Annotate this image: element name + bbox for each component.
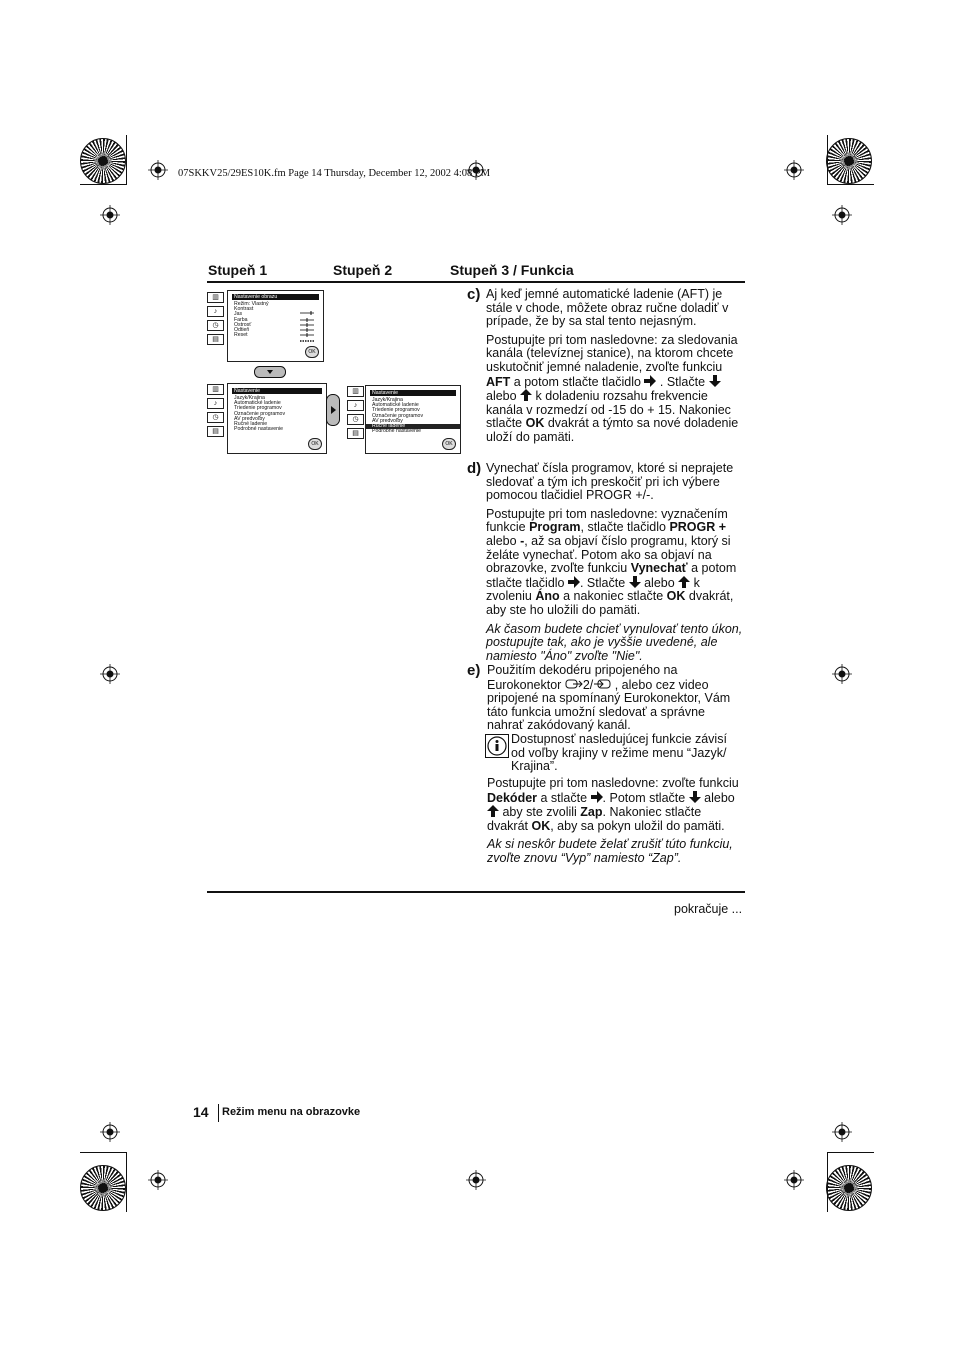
crosshair-icon [148,1170,168,1190]
registration-sunburst-top-left [80,138,126,184]
crop-line [827,1152,828,1212]
osd-menu-item: Farba [234,316,248,323]
picture-icon: ▥ [207,292,224,303]
crosshair-icon [832,664,852,684]
crosshair-icon [148,160,168,180]
osd-menu-item: Jazyk/Krajina [372,397,403,403]
osd-menu-item: Reset [234,332,248,339]
file-info-header: 07SKKV25/29ES10K.fm Page 14 Thursday, December 12, 2002 4:08 PM [178,168,491,179]
arrow-up-icon [520,389,532,401]
section-name: Režim menu na obrazovke [222,1106,361,1118]
heading-rule [207,281,745,283]
setup-icon: ▤ [207,334,224,345]
scart-input-icon [565,678,583,690]
picture-icon: ▥ [207,384,224,395]
setup-icon: ▤ [207,426,224,437]
section-e-note: Ak si neskôr budete želať zrušiť túto funkciu, zvoľte znovu “Vyp” namiesto “Zap”. [487,837,733,865]
ok-icon: OK [442,438,456,450]
menu1-icon-column [207,292,224,348]
section-e-letter: e) [467,662,481,679]
menu3-icon-column [347,386,364,442]
setup-icon: ▤ [347,428,364,439]
osd-menu-item: Režim: Vlastný [234,301,269,307]
crosshair-icon [100,1122,120,1142]
osd-menu-item: AV predvoľby [234,415,265,422]
section-e-procedure: Postupujte pri tom nasledovne: zvoľte funkciu Dekóder a stlačte . Potom stlačte alebo aby ste zvolili Zap. Nakoniec stlačte dvakrát OK, aby sa pokyn uložil do pamäti. [487,776,739,833]
osd-menu-item: Ručné ladenie [366,424,460,429]
step-3-heading: Stupeň 3 / Funkcia [450,262,574,278]
arrow-right-icon [591,791,603,803]
footer-rule [207,891,745,893]
menu2-icon-column [207,384,224,440]
arrow-down-icon [709,375,721,387]
osd-menu-item: Automatické ladenie [372,402,419,409]
crop-line [827,184,874,185]
clock-icon: ◷ [347,414,364,425]
section-e-intro: Použitím dekodéru pripojeného na Eurokonektor 2/ , alebo cez video pripojené na spomínaný Eurokonektor, Vám táto funkcia umožní sledovať a správne nahrať zakódovaný kanál. [487,663,731,733]
arrow-right-icon [568,576,580,588]
crop-line [126,135,127,185]
footer-divider [218,1104,219,1122]
section-c-intro: Aj keď jemné automatické ladenie (AFT) je stále v chode, môžete obraz ručne doladiť v prípade, že by sa stal tento nejasným. [486,287,729,329]
arrow-up-icon [487,805,499,817]
crop-line [827,135,828,185]
arrow-up-icon [678,576,690,588]
section-c-procedure: Postupujte pri tom nasledovne: za sledovania kanála (televíznej stanice), na ktorom chcete uskutočniť jemné naladenie, zvoľte funkciu AFT a potom stlačte tlačidlo . Stlačte alebo k doladeniu rozsahu frekvencie kanála v rozmedzí od -15 do + 15. Nakoniec stlačte OK dvakrát a týmto sa nové doladenie uloží do pamäti. [486,332,739,444]
section-e-info: Dostupnosť nasledujúcej funkcie závisí od voľby krajiny v režime menu “Jazyk/ Krajina”. [511,732,727,774]
page-number: 14 [193,1104,209,1120]
crop-line [80,184,127,185]
osd-menu-item: Označenie programov [372,412,424,419]
ok-icon: OK [305,346,319,358]
osd-menu-items [228,396,326,432]
sound-icon: ♪ [347,400,364,411]
section-c-body [486,288,744,450]
arrow-right-icon [644,375,656,387]
arrow-down-icon [629,576,641,588]
crosshair-icon [100,664,120,684]
osd-menu-item: Jas [234,311,243,318]
osd-menu-item: Odtieň [234,327,250,334]
osd-menu-item: AV predvoľby [372,417,403,424]
crosshair-icon [832,205,852,225]
osd-menu-item: Podrobné nastavenie [234,426,284,433]
osd-menu-item: Automatické ladenie [234,400,281,407]
crop-line [80,1152,127,1153]
registration-sunburst-bottom-right [826,1165,872,1211]
crosshair-icon [832,1122,852,1142]
crosshair-icon [784,1170,804,1190]
osd-menu-title: Nastavenie obrazu [232,294,319,300]
osd-menu-item: Kontrast [234,306,254,313]
osd-menu-items [366,398,460,434]
crosshair-icon [784,160,804,180]
info-icon [485,734,509,758]
clock-icon: ◷ [207,412,224,423]
sound-icon: ♪ [207,306,224,317]
osd-menu-item: Triedenie programov [372,407,420,414]
right-button-icon [326,394,340,426]
sound-icon: ♪ [207,398,224,409]
step-1-heading: Stupeň 1 [208,262,268,278]
continue-label: pokračuje ... [674,902,743,916]
section-d-body [486,462,744,668]
section-d-intro: Vynechať čísla programov, ktoré si neprajete sledovať a tým ich preskočiť pri ich výbere pomocou tlačidiel PROGR +/-. [486,461,734,503]
osd-menu-title: Nastavenie [370,390,456,396]
clock-icon: ◷ [207,320,224,331]
section-e-body [487,664,744,738]
osd-menu-item: Jazyk/Krajina [234,395,265,401]
osd-menu-title: Nastavenie [232,388,322,394]
osd-menu-item: Triedenie programov [234,405,282,412]
crop-line [126,1152,127,1212]
section-d-note: Ak časom budete chcieť vynulovať tento úkon, postupujte tak, ako je vyššie uvedené, ale namiesto "Áno" zvoľte "Nie". [486,621,743,663]
registration-sunburst-top-right [826,138,872,184]
crosshair-icon [100,205,120,225]
registration-sunburst-bottom-left [80,1165,126,1211]
down-button-icon [254,366,286,378]
osd-menu-item: Ručné ladenie [234,421,268,428]
osd-menu-setup-selected [365,385,461,454]
section-d-procedure: Postupujte pri tom nasledovne: vyznačením funkcie Program, stlačte tlačidlo PROGR + alebo -, až sa objaví číslo programu, ktorý si želáte vynechať. Potom ako sa objaví na obrazovke, zvoľte funkciu Vynechať a potom stlačte tlačidlo . Stlačte alebo k zvoleniu Áno a nakoniec stlačte OK dvakrát, aby ste ho uložili do pamäti. [486,506,737,617]
osd-menu-item: Podrobné nastavenie [372,428,422,435]
crosshair-icon [466,1170,486,1190]
osd-menu-setup [227,383,327,454]
slider-bars-graphic [298,308,316,344]
osd-menu-item: Ostrosť [234,321,252,328]
arrow-down-icon [689,791,701,803]
osd-menu-item: Označenie programov [234,410,286,417]
section-d-letter: d) [467,460,482,477]
picture-icon: ▥ [347,386,364,397]
ok-icon: OK [308,438,322,450]
step-2-heading: Stupeň 2 [333,262,393,278]
crop-line [827,1152,874,1153]
scart-output-icon [593,678,611,690]
section-e-rest [487,777,744,871]
section-c-letter: c) [467,286,481,303]
